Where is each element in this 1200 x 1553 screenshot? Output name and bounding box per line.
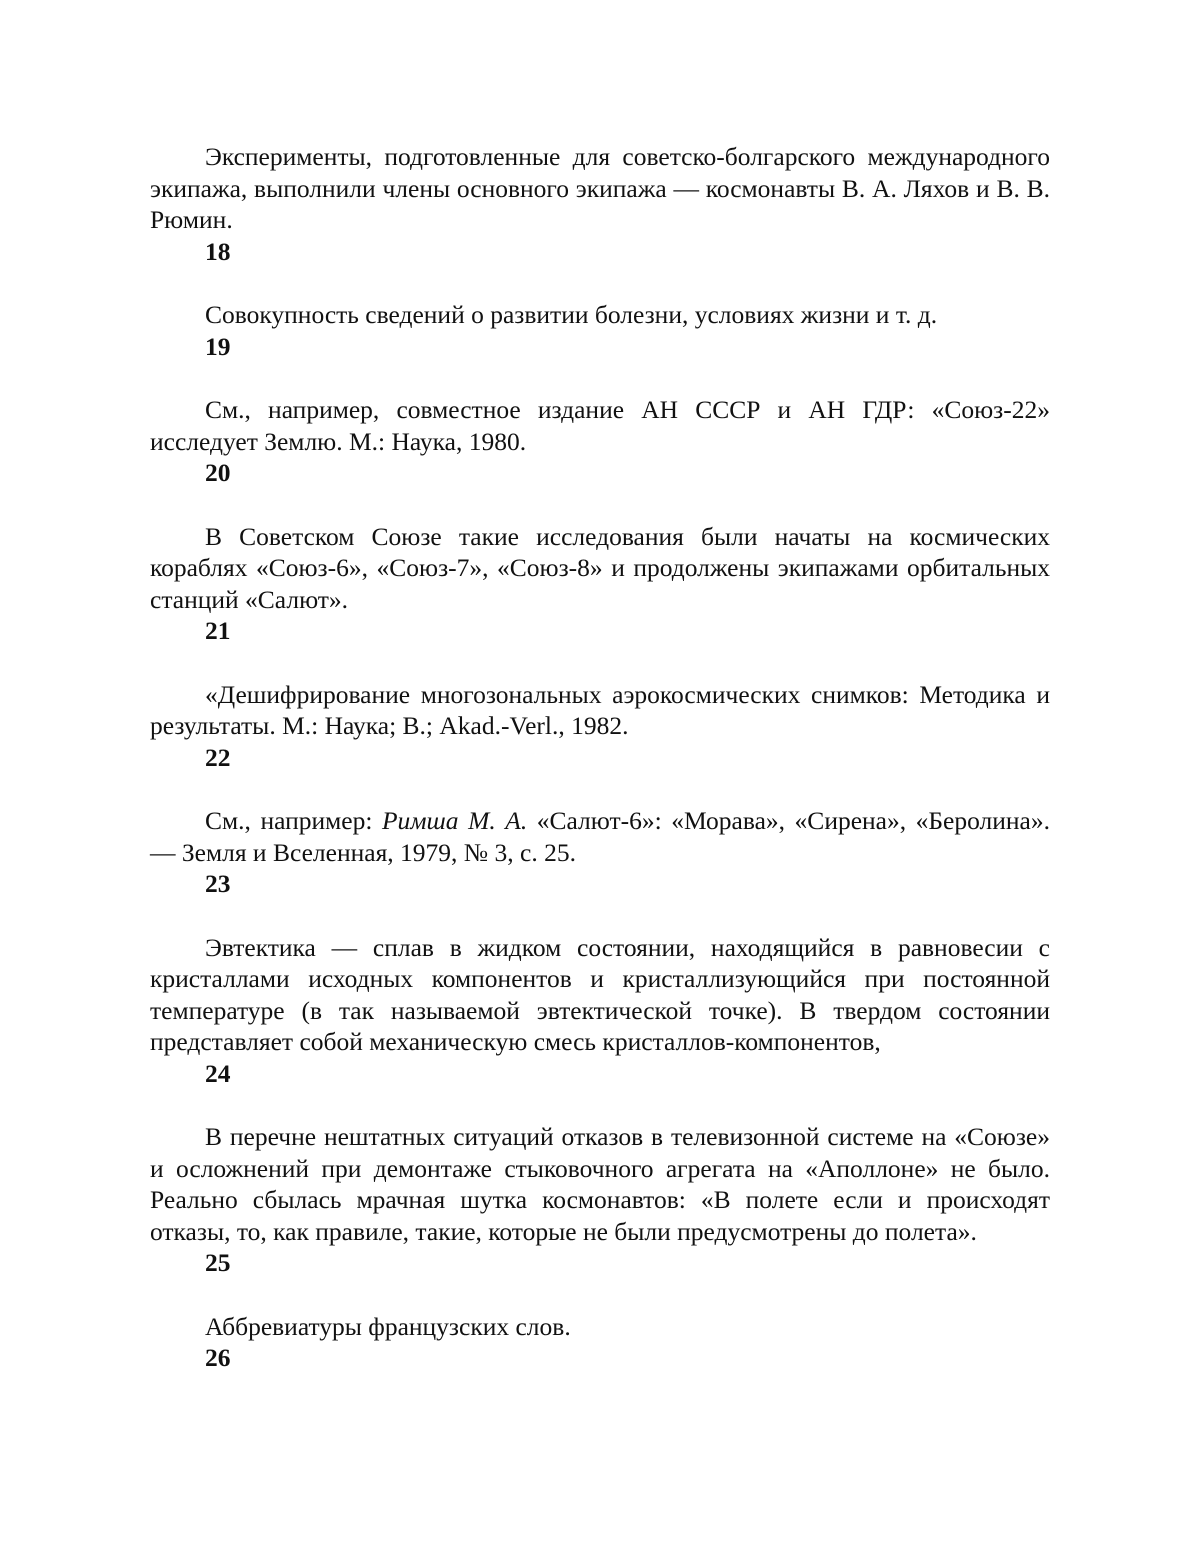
footnote-author-italic: Римша М. А. [381, 806, 528, 835]
footnote-text: Аббревиатуры французских слов. [205, 1311, 571, 1341]
footnote-number: 20 [205, 458, 231, 487]
footnote-number: 22 [205, 742, 231, 772]
footnote-number: 23 [205, 869, 231, 898]
footnote-text: Эксперименты, подготовленные для советско-болгарского международного экипажа, выполнили члены основного экипажа — космонавты В. А. Ляхов и В. В. Рюмин. [150, 142, 1050, 234]
footnote-text: См., например, совместное издание АН СССР и АН ГДР: «Союз-22» исследует Землю. М.: Наука, 1980. [150, 395, 1050, 456]
footnote-number: 24 [205, 1058, 231, 1088]
footnote-text-after: «Салют-6»: «Морава», «Сирена», «Беролина». — Земля и Вселенная, 1979, № 3, с. 25. [150, 806, 1051, 867]
footnote-number: 21 [205, 616, 231, 645]
footnote-text: «Дешифрирование многозональных аэрокосмических снимков: Методика и результаты. М.: Наука; В.; Akad.-Verl., 1982. [150, 679, 1050, 740]
footnote-text [150, 805, 1050, 868]
page-content [150, 141, 1050, 1374]
footnote-text-before: См., например: [205, 806, 382, 835]
footnote-number: 26 [205, 1343, 231, 1372]
footnote-text: В Советском Союзе такие исследования были начаты на космических кораблях «Союз-6», «Союз-7», «Союз-8» и продолжены экипажами орбитальных станций «Салют». [150, 521, 1050, 614]
footnote-number: 19 [205, 331, 231, 361]
footnote-text: Эвтектика — сплав в жидком состоянии, находящийся в равновесии с кристаллами исходных компонентов и кристаллизующийся при постоянной температуре (в так называемой эвтектической точке). В твердом состоянии представляет собой механическую смесь кристаллов-компонентов, [150, 932, 1050, 1056]
footnote-text: Совокупность сведений о развитии болезни, условиях жизни и т. д. [205, 300, 938, 329]
footnote-number: 18 [205, 236, 231, 266]
footnote-number: 25 [205, 1248, 231, 1277]
footnote-text: В перечне нештатных ситуаций отказов в телевизонной системе на «Союзе» и осложнений при демонтаже стыковочного агрегата на «Аполлоне» не было. Реально сбылась мрачная шутка космонавтов: «В полете если и происходят отказы, то, как правиле, такие, которые не были предусмотрены до полета». [150, 1122, 1050, 1246]
